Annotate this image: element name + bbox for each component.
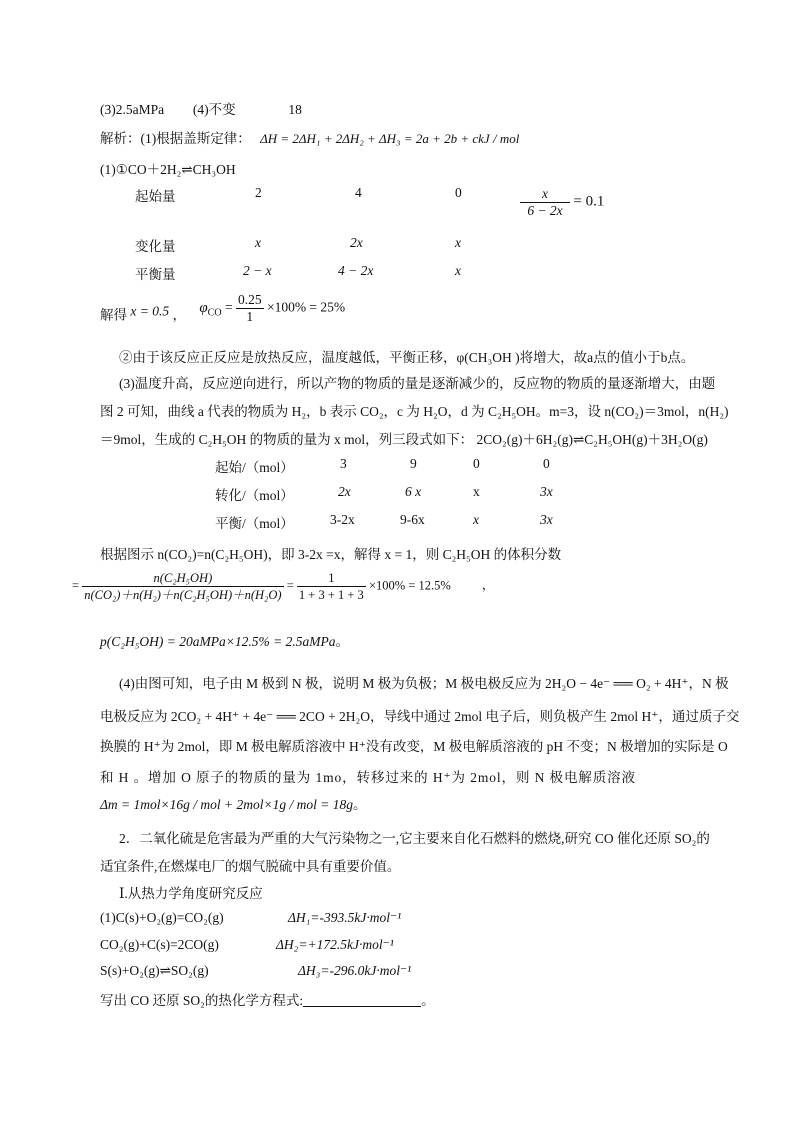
table1-row (135, 263, 176, 283)
table1-cell: 2x (350, 235, 363, 250)
table2-label: 转化/（mol） (215, 488, 294, 503)
solve-sep: ， (172, 307, 186, 323)
row-label: 平衡量 (135, 267, 176, 282)
question-2-line1: 2．二氧化硫是危害最为严重的大气污染物之一,它主要来自化石燃料的燃烧,研究 CO 催化还原 SO₂的 (119, 831, 710, 846)
fraction-result: ×100% = 12.5% (368, 578, 451, 593)
table2-cell: x (473, 512, 479, 527)
phi-numerator: 0.25 (237, 292, 262, 307)
paragraph-4-line1: 根据图示 n(CO₂)=n(C₂H₅OH)，即 3-2x =x，解得 x = 1，则 C₂H₅OH 的体积分数 (100, 547, 562, 562)
period: 。 (335, 634, 349, 649)
eq-sign: = (286, 578, 294, 593)
table1-cell: 4 − 2x (338, 263, 374, 278)
paragraph-3-line3: ＝9mol，生成的 C₂H₅OH 的物质的量为 x mol，列三段式如下： 2CO₂(g)＋6H₂(g)⇌C₂H₅OH(g)＋3H₂O(g) (100, 432, 708, 447)
row-label: 起始量 (135, 189, 176, 204)
table2-cell: 9 (410, 456, 417, 471)
mass-change-formula: Δm = 1mol×16g / mol + 2mol×1g / mol = 18g (100, 797, 353, 812)
table2-cell: 9-6x (400, 512, 425, 527)
table1-cell: 2 (255, 185, 262, 200)
table1-cell: 2 − x (243, 263, 272, 278)
ratio-value: = 0.1 (573, 193, 605, 210)
table2-cell: 2x (338, 484, 351, 499)
question-prompt (100, 989, 435, 1009)
enthalpy-text: ΔH₁=-393.5kJ·mol⁻¹ (288, 910, 402, 925)
pressure-line (100, 630, 349, 650)
question-2-line2: 适宜条件,在燃煤电厂的烟气脱硫中具有重要价值。 (100, 859, 401, 874)
paragraph-5-line3: 换膜的 H⁺为 2mol，即 M 极电解质溶液中 H⁺没有改变，M 极电解质溶液的 pH 不变；N 极增加的实际是 O (100, 739, 728, 754)
eq-sign: = (72, 578, 80, 593)
table2-cell: 0 (473, 456, 480, 471)
paragraph-5-line2: 电极反应为 2CO₂ + 4H⁺ + 4e⁻ ══ 2CO + 2H₂O，导线中通过 2mol 电子后，则负极产生 2mol H⁺，通过质子交 (100, 709, 740, 724)
paragraph-5-line1: (4)由图可知，电子由 M 极到 N 极，说明 M 极为负极；M 极电极反应为 2H₂O − 4e⁻ ══ O₂ + 4H⁺，N 极 (119, 676, 729, 691)
fraction-numerator: 1 (297, 570, 366, 587)
comma: ， (481, 578, 495, 593)
prompt-text: 写出 CO 还原 SO₂的热化学方程式: (100, 993, 304, 1008)
phi-subscript: CO (207, 307, 222, 319)
answer-line (100, 98, 302, 118)
table1-row (135, 235, 176, 255)
phi-denominator: 1 (246, 309, 254, 324)
answer-part4: (4)不变 (192, 102, 236, 117)
thermo-equation: S(s)+O₂(g)⇌SO₂(g) (100, 963, 209, 978)
table2-cell: 3x (540, 484, 553, 499)
question-2-subheading: Ⅰ.从热力学角度研究反应 (119, 886, 263, 901)
phi-result: ×100% = 25% (266, 299, 346, 315)
ratio-denominator: 6 − 2x (527, 203, 563, 218)
enthalpy-value (298, 963, 411, 979)
answer-value: 18 (288, 102, 302, 117)
fraction-denominator: 1 + 3 + 1 + 3 (298, 588, 364, 602)
ratio-numerator: x (520, 186, 570, 203)
enthalpy-value (276, 937, 394, 953)
phi-symbol: φ (199, 299, 208, 316)
analysis-label: 解析：(1)根据盖斯定律： (100, 131, 251, 146)
solve-x: x = 0.5 (130, 303, 170, 319)
answer-blank[interactable] (303, 994, 421, 1007)
enthalpy-text: ΔH₂=+172.5kJ·mol⁻¹ (276, 937, 394, 952)
enthalpy-text: ΔH₃=-296.0kJ·mol⁻¹ (298, 963, 412, 978)
enthalpy-value (288, 910, 401, 926)
paragraph-2: ②由于该反应正反应是放热反应，温度越低，平衡正移，φ(CH₃OH )将增大，故a点的值小于b点。 (119, 350, 695, 365)
pressure-formula: p(C₂H₅OH) = 20aMPa×12.5% = 2.5aMPa (100, 634, 336, 649)
table2-label: 平衡/（mol） (215, 516, 294, 531)
table1-cell: 4 (355, 185, 362, 200)
thermo-equation: CO₂(g)+C(s)=2CO(g) (100, 937, 219, 952)
table2-label: 起始/（mol） (215, 460, 294, 475)
table2-cell: 3 (340, 456, 347, 471)
reaction-1: (1)①CO＋2H₂⇌CH₃OH (100, 162, 236, 177)
paragraph-5-line5 (100, 793, 366, 813)
analysis-line (100, 127, 519, 147)
table1-cell: 0 (455, 185, 462, 200)
volume-fraction-expression (72, 570, 494, 603)
ratio-expression (520, 186, 604, 219)
hess-formula: ΔH = 2ΔH₁ + 2ΔH₂ + ΔH₃ = 2a + 2b + ckJ / mol (260, 131, 520, 146)
row-label: 变化量 (135, 239, 176, 254)
solve-prefix: 解得 (100, 307, 127, 323)
paragraph-3-line1: (3)温度升高，反应逆向进行，所以产物的物质的量是逐渐减少的，反应物的物质的量逐渐增大，由题 (119, 376, 716, 391)
table2-cell: x (473, 484, 480, 499)
solve-line-1 (100, 292, 345, 325)
paragraph-5-line4: 和 H 。增加 O 原子的物质的量为 1mo，转移过来的 H⁺为 2mol，则 N 极电解质溶液 (100, 770, 636, 785)
period: 。 (421, 993, 435, 1008)
table2-cell: 6 x (405, 484, 422, 499)
table2-cell: 3-2x (330, 512, 355, 527)
table1-cell: x (455, 263, 461, 278)
fraction-numerator: n(C₂H₅OH) (82, 570, 283, 587)
period: 。 (352, 797, 367, 812)
fraction-denominator: n(CO₂)＋n(H₂)＋n(C₂H₅OH)＋n(H₂O) (84, 588, 282, 602)
solve-eq: = (224, 299, 233, 315)
paragraph-3-line2: 图 2 可知，曲线 a 代表的物质为 H₂，b 表示 CO₂，c 为 H₂O，d 为 C₂H₅OH。m=3，设 n(CO₂)＝3mol，n(H₂) (100, 404, 729, 419)
thermo-equation: (1)C(s)+O₂(g)=CO₂(g) (100, 910, 224, 925)
table1-row (135, 185, 176, 205)
table1-cell: x (455, 235, 461, 250)
answer-part3: (3)2.5aMPa (100, 102, 165, 117)
table2-cell: 0 (543, 456, 550, 471)
table1-cell: x (255, 235, 261, 250)
table2-cell: 3x (540, 512, 553, 527)
